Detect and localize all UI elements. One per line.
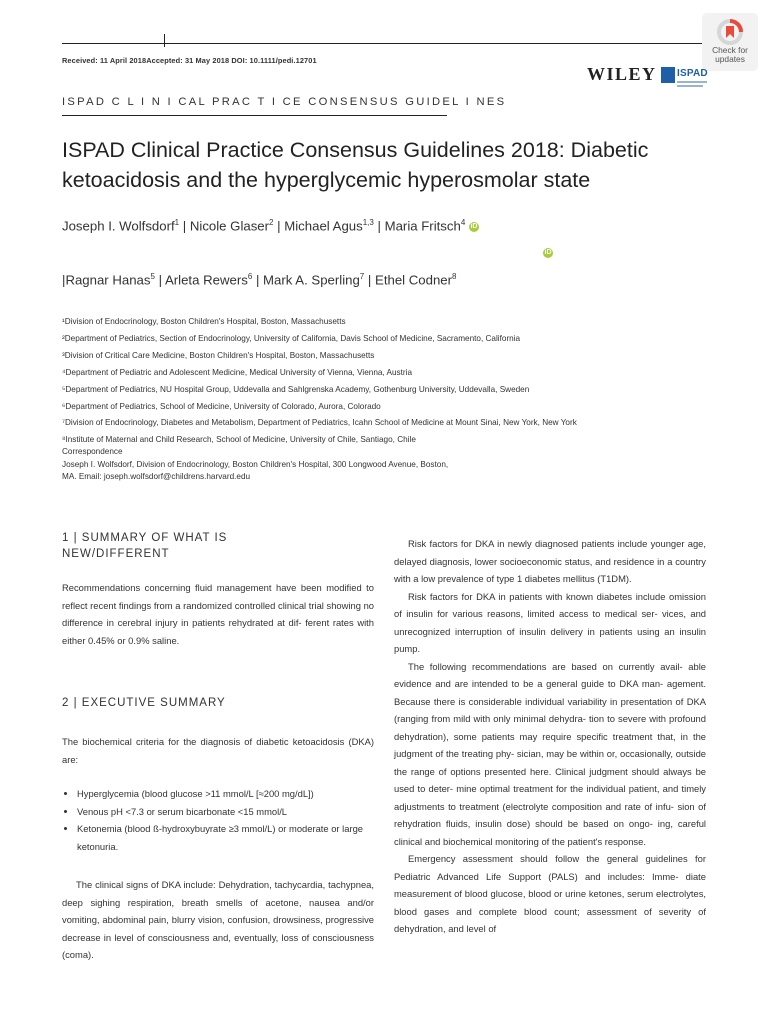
orcid-icon[interactable]: iD [470, 222, 478, 230]
author-affil-ref: 1,3 [362, 218, 374, 227]
author-name[interactable]: Maria Fritsch [384, 218, 461, 234]
list-item: • Venous pH <7.3 or serum bicarbonate <15 mmol/L [77, 803, 383, 821]
correspondence [62, 446, 448, 484]
badge-line-1: Check for [712, 45, 748, 55]
received-line: Received: 11 April 2018Accepted: 31 May 2018 DOI: 10.1111/pedi.12701 [62, 56, 317, 65]
orcid-icon[interactable]: iD [544, 249, 552, 256]
author-affil-ref: 8 [452, 272, 457, 281]
clinical-signs-paragraph: The clinical signs of DKA include: Dehydration, tachycardia, tachypnea, deep sighing respiration, breath smells of acetone, nausea and/or vomiting, abdominal pain, blurry vision, confusion, drowsiness, progressive decrease in level of consciousness and, eventually, loss of consciousness (coma). [62, 879, 374, 960]
author-separator: | [158, 272, 163, 288]
author-separator: | [62, 272, 66, 288]
check-for-updates-badge[interactable] [702, 13, 758, 71]
affiliation: ⁶Department of Pediatrics, School of Medicine, University of Colorado, Aurora, Colorado [62, 401, 381, 411]
publisher-logo: WILEY [587, 64, 657, 84]
author-affil-ref: 7 [359, 272, 365, 281]
author-affil-ref: 6 [247, 272, 253, 281]
affiliation: ⁵Department of Pediatrics, NU Hospital Group, Uddevalla and Sahlgrenska Academy, Gothenburg University, Uddevalla, Sweden [62, 384, 530, 394]
paragraph: The following recommendations are based on currently avail- able evidence and are intended to be a general guide to DKA man- agement. Because there is considerable individual variability in presentation of DKA (ranging from mild with only minimal dehydra- tion to severe with profound dehydration), some patients may require specific treatment that, in the judgment of the treating phy- sician, may be within or, occasionally, outside the range of options presented here. Clinical judgment should always be used to deter- mine optimal treatment for the individual patient, and timely adjustments to treatment (electrolyte composition and rate of infu- sion of rehydration fluids, insulin dose) should be based on ongo- ing, careful clinical and biochemical monitoring of the patient's response. [394, 660, 706, 847]
criteria-list [65, 785, 383, 855]
series-label: ISPAD C L I N I CAL PRAC T I CE CONSENSUS GUIDEL I NES [62, 96, 507, 108]
ispad-logo-subline-2 [677, 85, 703, 87]
section-2-heading: 2 | EXECUTIVE SUMMARY [62, 697, 226, 709]
author-separator: | [367, 272, 372, 288]
author-list-line-1 [62, 218, 479, 233]
author-separator: | [255, 272, 260, 288]
top-rule-tick [164, 34, 165, 47]
author-name[interactable]: Joseph I. Wolfsdorf [62, 218, 175, 234]
author-list-line-2 [62, 272, 456, 287]
author-name[interactable]: Mark A. Sperling [263, 272, 360, 288]
article-title: ISPAD Clinical Practice Consensus Guidelines 2018: Diabetic ketoacidosis and the hyperglycemic hyperosmolar state [62, 138, 649, 192]
author-affil-ref: 5 [150, 272, 155, 281]
ispad-logo-mark [661, 67, 675, 83]
author-separator: | [277, 218, 281, 234]
author-name[interactable]: Nicole Glaser [189, 218, 270, 234]
affiliation: ⁴Department of Pediatric and Adolescent Medicine, Medical University of Vienna, Vienna, Austria [62, 367, 413, 377]
section-2-intro: The biochemical criteria for the diagnosis of diabetic ketoacidosis (DKA) are: [62, 736, 374, 765]
top-rule [62, 43, 702, 44]
affiliation: ²Department of Pediatrics, Section of Endocrinology, University of California, Davis School of Medicine, Sacramento, California [62, 333, 521, 343]
affiliations [62, 314, 577, 449]
ispad-logo [661, 67, 708, 93]
affiliation: ¹Division of Endocrinology, Boston Children's Hospital, Boston, Massachusetts [62, 317, 346, 326]
affiliation: ³Division of Critical Care Medicine, Boston Children's Hospital, Boston, Massachusetts [62, 350, 375, 360]
section-1-heading: 1 | SUMMARY OF WHAT IS NEW/DIFFERENT [62, 532, 228, 560]
author-name[interactable]: Michael Agus [284, 218, 363, 234]
right-column [394, 535, 706, 938]
author-affil-ref: 1 [174, 218, 180, 227]
correspondence-line-2[interactable]: MA. Email: joseph.wolfsdorf@childrens.harvard.edu [62, 472, 251, 481]
ispad-logo-subline [677, 81, 707, 83]
badge-line-2: updates [715, 54, 745, 64]
series-rule [62, 115, 447, 116]
author-separator: | [377, 218, 381, 234]
list-item: • Ketonemia (blood ß-hydroxybuyrate ≥3 mmol/L) or moderate or large ketonuria. [77, 820, 383, 855]
correspondence-line-1: Joseph I. Wolfsdorf, Division of Endocrinology, Boston Children's Hospital, 300 Longwood Avenue, Boston, [62, 459, 449, 469]
paragraph: Risk factors for DKA in newly diagnosed patients include younger age, delayed diagnosis, lower socioeconomic status, and residence in a country with a low prevalence of type 1 diabetes mellitus (T1DM). [394, 538, 706, 584]
author-affil-ref: 4 [460, 218, 466, 227]
affiliation: ⁷Division of Endocrinology, Diabetes and Metabolism, Department of Pediatrics, Icahn School of Medicine at Mount Sinai, New York, New York [62, 418, 577, 428]
paragraph: Risk factors for DKA in patients with known diabetes include omission of insulin for various reasons, limited access to medical ser- vices, and unrecognized interruption of insulin delivery in patients using an insulin pump. [394, 590, 706, 654]
author-name[interactable]: Arleta Rewers [164, 272, 248, 288]
ispad-logo-text: ISPAD [677, 68, 708, 79]
author-name[interactable]: Ethel Codner [375, 272, 453, 288]
author-affil-ref: 2 [269, 218, 274, 227]
section-1-text: Recommendations concerning fluid management have been modified to reflect recent findings from a randomized controlled clinical trial showing no difference in cerebral injury in patients rehydrated at dif- ferent rates with either 0.45% or 0.9% saline. [62, 582, 374, 646]
author-separator: | [182, 218, 187, 234]
list-item: • Hyperglycemia (blood glucose >11 mmol/L [≈200 mg/dL]) [77, 785, 383, 803]
affiliation: ⁸Institute of Maternal and Child Research, School of Medicine, University of Chile, Santiago, Chile [62, 435, 416, 445]
paragraph: Emergency assessment should follow the general guidelines for Pediatric Advanced Life Support (PALS) and includes: Imme- diate measurement of blood glucose, blood or urine ketones, serum electrolytes, blood gases and complete blood count; assessment of severity of dehydration, and level of [394, 853, 706, 934]
crossmark-icon [717, 19, 743, 45]
correspondence-label: Correspondence [62, 447, 123, 456]
author-name[interactable]: Ragnar Hanas [65, 272, 151, 288]
